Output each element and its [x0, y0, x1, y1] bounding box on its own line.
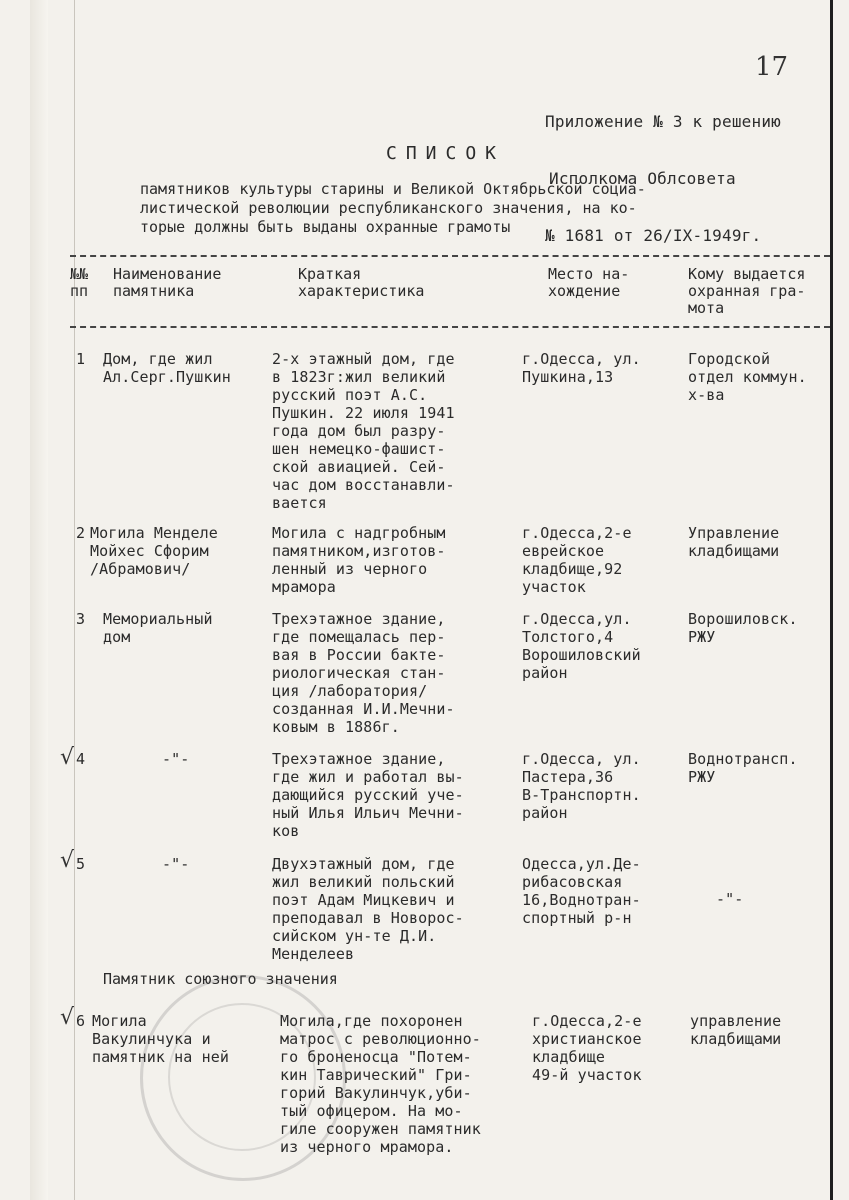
header-recipient: Кому выдается охранная гра- мота [688, 265, 806, 317]
appendix-line-2: Исполкома Облсовета [549, 169, 736, 188]
appendix-reference [545, 74, 781, 283]
row-6-location: г.Одесса,2-е христианское кладбище 49-й участок [532, 1012, 642, 1084]
row-4-location: г.Одесса, ул. Пастера,36 В-Транспортн. район [522, 750, 641, 822]
row-1-description: 2-х этажный дом, где в 1823г:жил великий русский поэт А.С. Пушкин. 22 июля 1941 года дом был разру- шен немецко-фашист- ской авиацией. Сей- час дом восстанавли- вается [272, 350, 455, 512]
row-1-number: 1 [76, 350, 86, 368]
row-2-location: г.Одесса,2-е еврейское кладбище,92 участок [522, 524, 632, 596]
row-5-name: -"- [162, 855, 190, 873]
row-1-name: Дом, где жил Ал.Серг.Пушкин [103, 350, 231, 386]
row-5-description: Двухэтажный дом, где жил великий польский поэт Адам Мицкевич и преподавал в Новорос- сийском ун-те Д.И. Менделеев [272, 855, 464, 963]
row-6-name: Могила Вакулинчука и памятник на ней [92, 1012, 229, 1066]
row-3-number: 3 [76, 610, 86, 628]
document-subtitle: памятников культуры старины и Великой Октябрьской социа- листической революции республиканского значения, на ко- торые должны быть выданы охранные грамоты [140, 180, 646, 236]
row-6-number: 6 [76, 1012, 86, 1030]
row-2-recipient: Управление кладбищами [688, 524, 780, 560]
header-number: №№ пп [70, 265, 89, 300]
row-3-location: г.Одесса,ул. Толстого,4 Ворошиловский район [522, 610, 641, 682]
row-3-description: Трехэтажное здание, где помещалась пер- вая в России бакте- риологическая стан- ция /лаборатория/ созданная И.И.Мечни- ковым в 1886г. [272, 610, 455, 736]
binding-margin [30, 0, 48, 1200]
row-5-number: 5 [76, 855, 86, 873]
header-location: Место на- хождение [548, 265, 630, 300]
row-2-number: 2 [76, 524, 86, 542]
row-5-location: Одесса,ул.Де- рибасовская 16,Воднотран- спортный р-н [522, 855, 641, 927]
page-right-edge [830, 0, 833, 1200]
header-description: Краткая характеристика [298, 265, 425, 300]
check-mark-6: √ [60, 1005, 75, 1030]
appendix-line-1: Приложение № 3 к решению [545, 112, 781, 131]
header-bottom-rule [70, 326, 830, 328]
row-1-location: г.Одесса, ул. Пушкина,13 [522, 350, 641, 386]
row-5-recipient: -"- [716, 890, 744, 908]
header-top-rule [70, 255, 830, 257]
row-2-name: Могила Менделе Мойхес Сфорим /Абрамович/ [90, 524, 218, 578]
document-title: СПИСОК [386, 143, 506, 164]
row-3-recipient: Ворошиловск. РЖУ [688, 610, 798, 646]
row-6-description: Могила,где похоронен матрос с революционно- го броненосца "Потем- кин Таврический" Гри- горий Вакулинчук,уби- тый офицером. На мо- гиле сооружен памятник из черного мрамора. [280, 1012, 481, 1156]
check-mark-5: √ [60, 848, 75, 873]
row-4-recipient: Воднотрансп. РЖУ [688, 750, 798, 786]
row-4-description: Трехэтажное здание, где жил и работал вы- дающийся русский уче- ный Илья Ильич Мечни- ков [272, 750, 464, 840]
check-mark-4: √ [60, 745, 75, 770]
appendix-line-3: № 1681 от 26/IX-1949г. [545, 226, 762, 245]
row-3-name: Мемориальный дом [103, 610, 213, 646]
row-4-number: 4 [76, 750, 86, 768]
section-label: Памятник союзного значения [103, 970, 338, 988]
fold-line [74, 0, 75, 1200]
row-1-recipient: Городской отдел коммун. х-ва [688, 350, 807, 404]
header-name: Наименование памятника [113, 265, 222, 300]
page-number: 17 [755, 52, 789, 82]
row-4-name: -"- [162, 750, 190, 768]
row-6-recipient: управление кладбищами [690, 1012, 782, 1048]
row-2-description: Могила с надгробным памятником,изготов- ленный из черного мрамора [272, 524, 446, 596]
